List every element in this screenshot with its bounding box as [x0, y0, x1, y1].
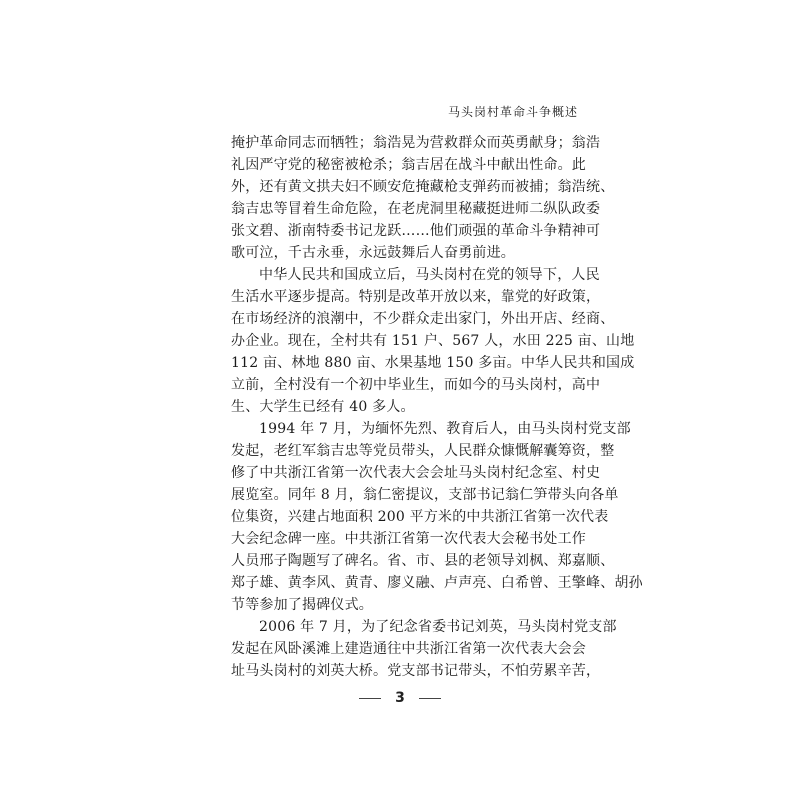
text-line: 2006 年 7 月，为了纪念省委书记刘英，马头岗村党支部: [259, 619, 617, 635]
text-line: 歌可泣，千古永垂，永远鼓舞后人奋勇前进。: [231, 245, 515, 261]
right-dash: [419, 698, 441, 699]
text-line: 郑子雄、黄李风、黄青、廖义融、卢声亮、白希曾、王擎峰、胡孙: [231, 575, 643, 591]
text-line: 展览室。同年 8 月，翁仁密提议，支部书记翁仁笋带头向各单: [231, 487, 619, 503]
text-line: 掩护革命同志而牺牲；翁浩晃为营救群众而英勇献身；翁浩: [231, 135, 601, 151]
text-line: 翁吉忠等冒着生命危险，在老虎洞里秘藏挺进师二纵队政委: [231, 201, 601, 217]
paragraph: [231, 132, 615, 264]
text-line: 张文碧、浙南特委书记龙跃……他们顽强的革命斗争精神可: [231, 223, 601, 239]
running-header: 马头岗村革命斗争概述: [447, 105, 578, 119]
text-line: 礼因严守党的秘密被枪杀；翁吉居在战斗中献出性命。此: [231, 157, 586, 173]
text-line: 生、大学生已经有 40 多人。: [231, 399, 415, 415]
text-line: 发起，老红军翁吉忠等党员带头，人民群众慷慨解囊筹资，整: [231, 443, 615, 459]
text-line: 节等参加了揭碑仪式。: [231, 597, 373, 613]
text-line: 在市场经济的浪潮中，不少群众走出家门，外出开店、经商、: [231, 311, 615, 327]
text-line: 址马头岗村的刘英大桥。党支部书记带头，不怕劳累辛苦，: [231, 663, 601, 679]
text-line: 大会纪念碑一座。中共浙江省第一次代表大会秘书处工作: [231, 531, 586, 547]
text-line: 中华人民共和国成立后，马头岗村在党的领导下，人民: [259, 267, 600, 283]
text-line: 位集资，兴建占地面积 200 平方米的中共浙江省第一次代表: [231, 509, 609, 525]
page-footer: [0, 690, 800, 706]
paragraph: [231, 616, 617, 682]
text-line: 1994 年 7 月，为缅怀先烈、教育后人，由马头岗村党支部: [259, 421, 631, 437]
text-line: 发起在风卧溪滩上建造通往中共浙江省第一次代表大会会: [231, 641, 586, 657]
body-text: [231, 132, 643, 682]
text-line: 人员邢子陶题写了碑名。省、市、县的老领导刘枫、郑嘉顺、: [231, 553, 615, 569]
text-line: 外，还有黄文拱夫妇不顾安危掩藏枪支弹药而被捕；翁浩统、: [231, 179, 615, 195]
text-line: 立前，全村没有一个初中毕业生，而如今的马头岗村，高中: [231, 377, 601, 393]
page-number: 3: [395, 690, 405, 706]
text-line: 生活水平逐步提高。特别是改革开放以来，靠党的好政策，: [231, 289, 601, 305]
text-line: 112 亩、林地 880 亩、水果基地 150 多亩。中华人民共和国成: [231, 355, 635, 371]
left-dash: [359, 698, 381, 699]
text-line: 修了中共浙江省第一次代表大会会址马头岗村纪念室、村史: [231, 465, 601, 481]
paragraph: [231, 418, 643, 616]
text-line: 办企业。现在，全村共有 151 户、567 人，水田 225 亩、山地: [231, 333, 635, 349]
paragraph: [231, 264, 635, 418]
